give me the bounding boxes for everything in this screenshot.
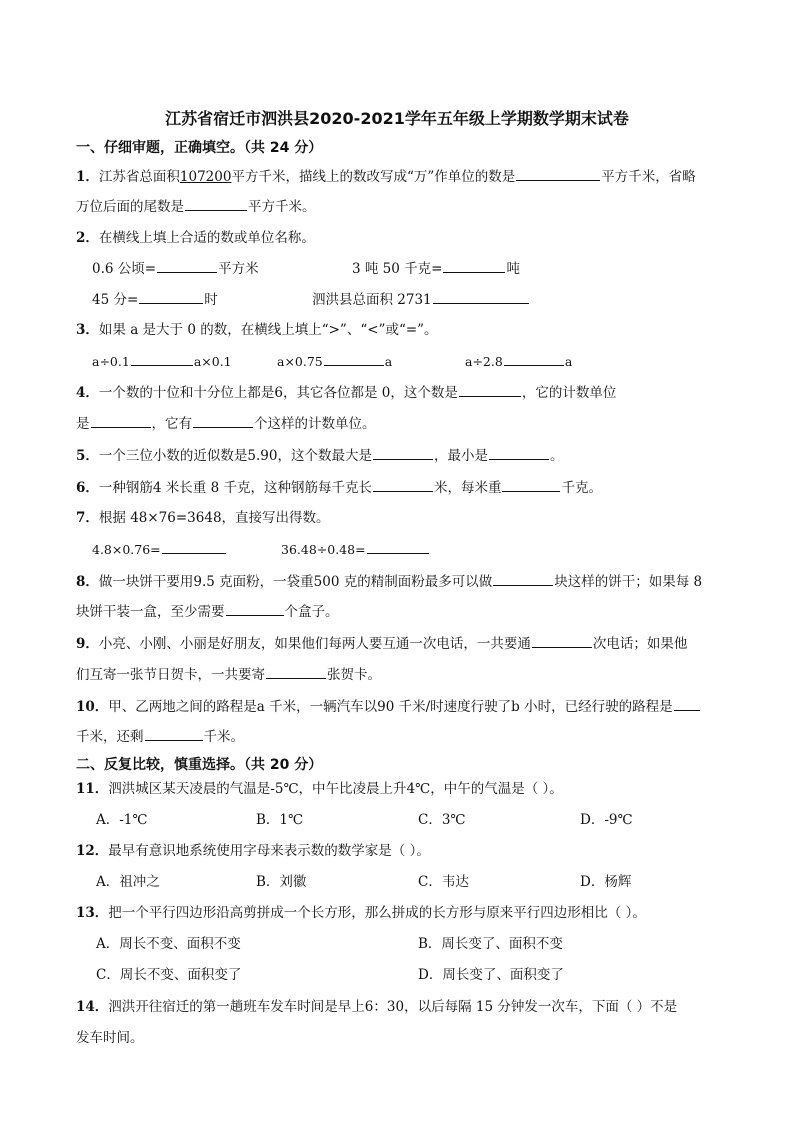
answer-blank[interactable]: [157, 258, 217, 273]
q11-option-c[interactable]: C．3℃: [418, 812, 466, 828]
question-text: 泗洪城区某天凌晨的气温是-5℃，中午比凌晨上升4℃，中午的气温是（ ）。: [108, 781, 563, 797]
answer-blank[interactable]: [459, 382, 521, 397]
question-text: 平方千米，省略: [601, 169, 696, 185]
question-text: 块饼干装一盒，至少需要: [76, 604, 225, 620]
answer-blank[interactable]: [226, 601, 284, 616]
q11-option-d[interactable]: D．-9℃: [580, 812, 633, 828]
answer-blank[interactable]: [493, 571, 553, 586]
item-text: 36.48÷0.48=: [281, 542, 366, 557]
question-14-line-2: [76, 1028, 756, 1048]
answer-blank[interactable]: [193, 413, 253, 428]
answer-blank[interactable]: [139, 289, 203, 304]
q3-expr-1: [92, 351, 232, 372]
question-10-line-2: [76, 726, 756, 747]
answer-blank[interactable]: [266, 664, 326, 679]
question-text: 一个三位小数的近似数是5.90，这个数最大是: [98, 448, 372, 464]
item-text: a: [384, 354, 393, 369]
question-11: [76, 779, 756, 799]
answer-blank[interactable]: [489, 445, 549, 460]
item-text: a: [564, 354, 573, 369]
question-text: 们互寄一张节日贺卡，一共要寄: [76, 667, 265, 683]
question-4-line-1: [76, 382, 756, 403]
question-text: 个盒子。: [284, 604, 339, 620]
answer-blank[interactable]: [373, 477, 433, 492]
answer-blank[interactable]: [145, 726, 203, 741]
q2-item-1: [92, 258, 259, 279]
question-text: 发车时间。: [76, 1030, 144, 1046]
item-text: a×0.75: [277, 354, 323, 369]
answer-blank[interactable]: [91, 413, 151, 428]
question-text: 根据 48×76=3648，直接写出得数。: [98, 510, 330, 526]
item-text: 吨: [506, 261, 520, 277]
question-text: 米，每米重: [433, 480, 502, 496]
question-number: 12．: [76, 843, 109, 859]
question-number: 11．: [76, 781, 109, 797]
question-text: 千米，还剩: [76, 729, 144, 745]
question-text: 块这样的饼干；如果每 8: [554, 574, 703, 590]
item-text: 4.8×0.76=: [92, 542, 161, 557]
question-13: [76, 903, 756, 923]
q2-item-4: [312, 289, 530, 310]
answer-blank[interactable]: [433, 289, 529, 304]
q2-item-3: [92, 289, 218, 310]
question-7: [76, 508, 756, 528]
answer-blank[interactable]: [185, 196, 247, 211]
question-number: 9．: [76, 636, 99, 652]
q12-option-d[interactable]: D．杨辉: [580, 874, 632, 890]
answer-blank[interactable]: [674, 696, 700, 711]
item-text: a÷2.8: [465, 354, 503, 369]
question-text: 个这样的计数单位。: [254, 416, 376, 432]
question-1-line-1: [76, 166, 756, 187]
question-text: 把一个平行四边形沿高剪拼成一个长方形，那么拼成的长方形与原来平行四边形相比（ ）。: [108, 905, 646, 921]
question-1-line-2: [76, 196, 756, 217]
answer-blank[interactable]: [373, 445, 433, 460]
answer-blank[interactable]: [502, 477, 560, 492]
question-text: 甲、乙两地之间的路程是a 千米，一辆汽车以90 千米/时速度行驶了b 小时，已经行驶的路程是: [108, 699, 673, 715]
item-text: 泗洪县总面积 2731: [312, 292, 432, 308]
q12-option-c[interactable]: C．韦达: [418, 874, 469, 890]
question-number: 1．: [76, 169, 99, 185]
q13-option-d[interactable]: D．周长变了、面积变了: [418, 967, 564, 983]
question-number: 4．: [76, 385, 99, 401]
q12-option-b[interactable]: B．刘徽: [256, 874, 307, 890]
question-4-line-2: [76, 413, 756, 434]
question-2: [76, 228, 756, 248]
q13-option-a[interactable]: A．周长不变、面积不变: [96, 936, 241, 952]
question-8-line-1: [76, 571, 756, 592]
question-text: 一个数的十位和十分位上都是6，其它各位都是 0，这个数是: [98, 385, 458, 401]
q11-option-a[interactable]: A．-1℃: [96, 812, 148, 828]
item-text: 平方米: [218, 261, 259, 277]
question-6: [76, 477, 756, 498]
question-text: ，它有: [151, 416, 192, 432]
item-text: a×0.1: [193, 354, 232, 369]
question-text: 千克。: [561, 480, 602, 496]
item-text: 0.6 公顷=: [92, 261, 157, 277]
question-text: 万位后面的尾数是: [76, 199, 184, 215]
q2-item-2: [352, 258, 520, 279]
section-1-heading: 一、仔细审题，正确填空。（共 24 分）: [76, 140, 323, 156]
question-9-line-1: [76, 633, 756, 654]
question-text: 如果 a 是大于 0 的数，在横线上填上“>”、“<”或“=”。: [98, 322, 438, 338]
question-text: 在横线上填上合适的数或单位名称。: [98, 230, 315, 246]
answer-blank[interactable]: [162, 539, 226, 554]
question-text: ，它的计数单位: [521, 385, 617, 401]
question-text: 一种钢筋4 米长重 8 千克，这种钢筋每千克长: [98, 480, 372, 496]
question-number: 13．: [76, 905, 109, 921]
question-number: 5．: [76, 448, 99, 464]
question-14-line-1: [76, 997, 756, 1017]
q3-expr-3: [465, 351, 572, 372]
answer-blank[interactable]: [443, 258, 505, 273]
question-9-line-2: [76, 664, 756, 685]
question-number: 3．: [76, 322, 99, 338]
question-text: 泗洪开往宿迁的第一趟班车发车时间是早上6：30，以后每隔 15 分钟发一次车，下面（ ）不是: [108, 999, 678, 1015]
page-title: 江苏省宿迁市泗洪县2020-2021学年五年级上学期数学期末试卷: [165, 109, 629, 128]
q3-expr-2: [277, 351, 392, 372]
question-12: [76, 841, 756, 861]
q12-option-a[interactable]: A．祖冲之: [96, 874, 160, 890]
answer-blank[interactable]: [324, 351, 384, 366]
item-text: 45 分=: [92, 292, 139, 308]
item-text: 3 吨 50 千克=: [352, 261, 443, 277]
answer-blank[interactable]: [504, 351, 564, 366]
question-text: 江苏省总面积: [98, 169, 180, 185]
question-8-line-2: [76, 601, 756, 622]
q11-option-b[interactable]: B．1℃: [256, 812, 304, 828]
underlined-number: 107200: [179, 169, 232, 185]
question-text: 最早有意识地系统使用字母来表示数的数学家是（ ）。: [108, 843, 430, 859]
answer-blank[interactable]: [131, 351, 193, 366]
question-text: 张贺卡。: [327, 667, 381, 683]
q7-expr-1: [92, 539, 227, 560]
answer-blank[interactable]: [532, 633, 592, 648]
question-text: 千米。: [203, 729, 244, 745]
question-10-line-1: [76, 696, 756, 717]
question-number: 2．: [76, 230, 99, 246]
question-number: 14．: [76, 999, 109, 1015]
question-3: [76, 320, 756, 340]
question-text: 平方千米。: [248, 199, 316, 215]
question-number: 8．: [76, 574, 99, 590]
question-number: 6．: [76, 480, 99, 496]
question-number: 7．: [76, 510, 99, 526]
answer-blank[interactable]: [516, 166, 600, 181]
question-text: 。: [549, 448, 564, 464]
item-text: a÷0.1: [92, 354, 130, 369]
question-text: 做一块饼干要用9.5 克面粉，一袋重500 克的精制面粉最多可以做: [98, 574, 493, 590]
question-text: 是: [76, 416, 90, 432]
question-text: ，最小是: [433, 448, 488, 464]
q7-expr-2: [281, 539, 430, 560]
q13-option-c[interactable]: C．周长不变、面积变了: [96, 967, 242, 983]
question-text: 次电话；如果他: [592, 636, 688, 652]
item-text: 时: [204, 292, 218, 308]
question-text: 小亮、小刚、小丽是好朋友，如果他们每两人要互通一次电话，一共要通: [98, 636, 531, 652]
question-text: 平方千米，描线上的数改写成“万”作单位的数是: [231, 169, 516, 185]
question-number: 10．: [76, 699, 109, 715]
answer-blank[interactable]: [367, 539, 429, 554]
q13-option-b[interactable]: B．周长变了、面积不变: [418, 936, 563, 952]
question-5: [76, 445, 756, 466]
section-2-heading: 二、反复比较，慎重选择。（共 20 分）: [76, 757, 323, 773]
